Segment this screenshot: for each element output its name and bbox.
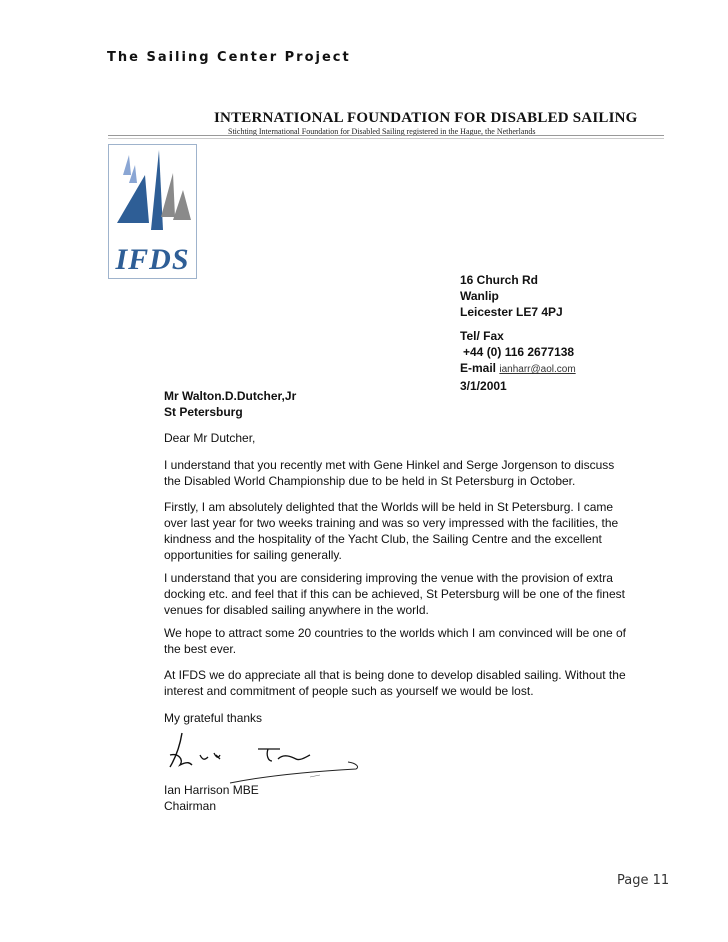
address-line-1: 16 Church Rd	[460, 273, 539, 287]
page-number: Page 11	[617, 873, 670, 888]
letterhead-rule-secondary	[108, 138, 664, 139]
signer-block	[164, 782, 259, 814]
recipient-block	[164, 388, 296, 420]
paragraph-3: I understand that you are considering improving the venue with the provision of extra docking etc. and feel that if this can be achieved, St Petersburg will be one of the finest venues for disabled sailing anywhere in the world.	[164, 571, 625, 617]
signer-name: Ian Harrison MBE	[164, 783, 259, 797]
letter-date: 3/1/2001	[460, 379, 507, 393]
sender-contact	[460, 328, 576, 394]
tel-number: +44 (0) 116 2677138	[463, 345, 575, 359]
logo-text: IFDS	[115, 243, 190, 276]
salutation: Dear Mr Dutcher,	[164, 431, 256, 445]
letterhead-rule	[108, 135, 664, 136]
recipient-name: Mr Walton.D.Dutcher,Jr	[164, 389, 297, 403]
signature-image	[160, 725, 370, 790]
closing: My grateful thanks	[164, 711, 263, 725]
ifds-logo	[108, 144, 197, 279]
email-label: E-mail	[460, 361, 497, 375]
signer-title: Chairman	[164, 799, 217, 813]
organization-name: INTERNATIONAL FOUNDATION FOR DISABLED SAILING	[214, 110, 638, 126]
paragraph-2: Firstly, I am absolutely delighted that the Worlds will be held in St Petersburg. I came over last year for two weeks training and was so very impressed with the facilities, the kindness and the hospitality of the Yacht Club, the Sailing Centre and the excellent opportunities for sailing generally.	[164, 500, 619, 562]
address-line-3: Leicester LE7 4PJ	[460, 305, 563, 319]
organization-subtitle: Stichting International Foundation for Disabled Sailing registered in the Hague, the Netherlands	[228, 127, 536, 136]
paragraph-4: We hope to attract some 20 countries to the worlds which I am convinced will be one of the best ever.	[164, 626, 627, 656]
project-title: The Sailing Center Project	[107, 50, 351, 65]
sender-address	[460, 272, 563, 320]
recipient-city: St Petersburg	[164, 405, 243, 419]
paragraph-1: I understand that you recently met with Gene Hinkel and Serge Jorgenson to discuss the Disabled World Championship due to be held in St Petersburg in October.	[164, 458, 615, 488]
email-line	[460, 360, 576, 378]
tel-label: Tel/ Fax	[460, 329, 504, 343]
paragraph-5: At IFDS we do appreciate all that is being done to develop disabled sailing. Without the interest and commitment of people such as yourself we would be lost.	[164, 668, 626, 698]
address-line-2: Wanlip	[460, 289, 499, 303]
email-link[interactable]: ianharr@aol.com	[499, 364, 576, 375]
